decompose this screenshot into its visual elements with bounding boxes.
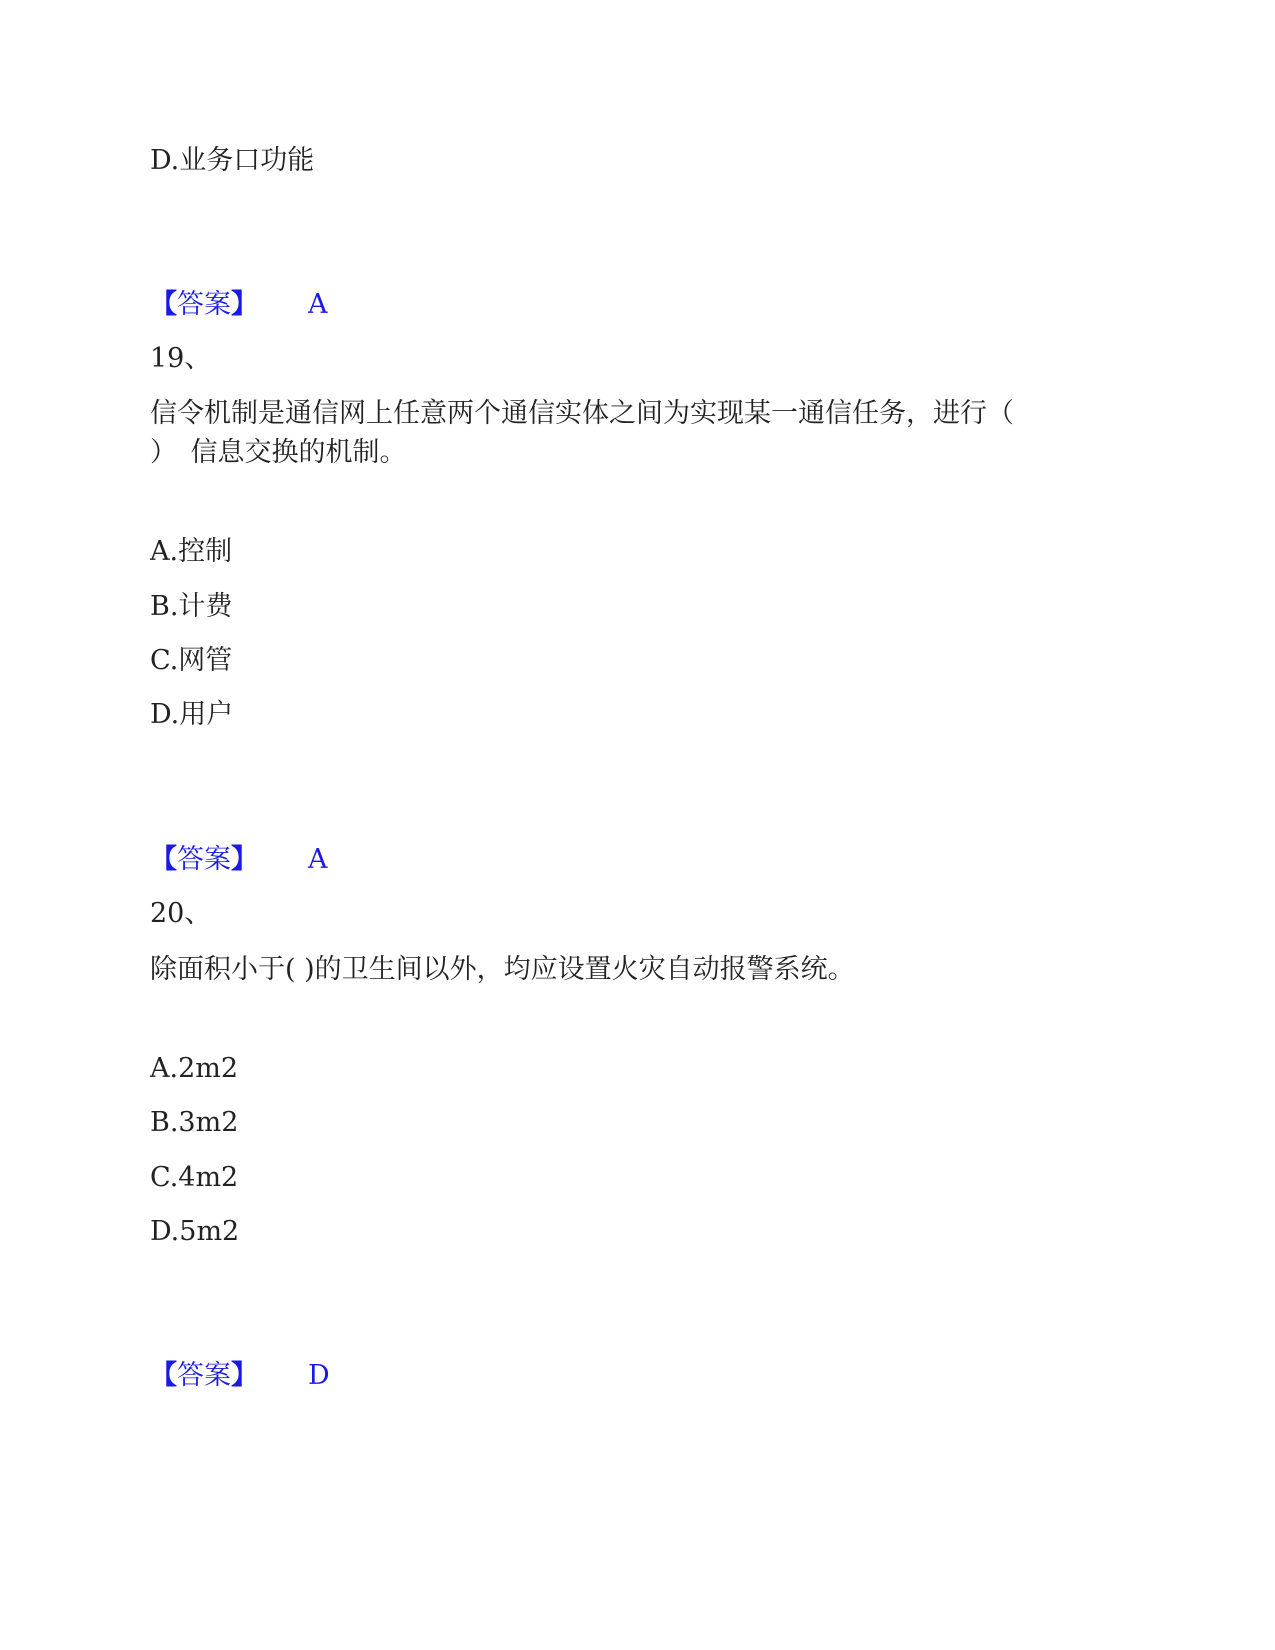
q19-option-b: B.计费	[150, 591, 233, 622]
q20-answer-row	[150, 1361, 510, 1391]
q19-option-c: C.网管	[150, 645, 233, 676]
q19-option-d: D.用户	[150, 699, 234, 730]
answer-close-bracket: 】	[231, 1360, 258, 1391]
q19-stem-line1: 信令机制是通信网上任意两个通信实体之间为实现某一通信任务，进行（	[150, 398, 1014, 429]
q18-answer-value: A	[308, 289, 328, 320]
q20-option-b: B.3m2	[150, 1107, 239, 1138]
q20-option-c: C.4m2	[150, 1162, 239, 1193]
q19-option-a: A.控制	[150, 536, 233, 567]
answer-open-bracket: 【	[150, 289, 177, 320]
q19-answer-value: A	[308, 844, 328, 875]
answer-label: 答案	[177, 844, 231, 875]
answer-close-bracket: 】	[231, 289, 258, 320]
q20-stem: 除面积小于( )的卫生间以外，均应设置火灾自动报警系统。	[150, 954, 855, 985]
q19-answer-row	[150, 845, 510, 875]
q20-option-d: D.5m2	[150, 1216, 240, 1247]
q20-option-a: A.2m2	[150, 1053, 239, 1084]
answer-label: 答案	[177, 1360, 231, 1391]
q20-number: 20、	[150, 898, 212, 929]
answer-close-bracket: 】	[231, 844, 258, 875]
q18-option-d: D.业务口功能	[150, 145, 315, 176]
answer-label: 答案	[177, 289, 231, 320]
q20-answer-value: D	[308, 1360, 330, 1391]
q19-stem-line2: ） 信息交换的机制。	[150, 437, 407, 468]
answer-open-bracket: 【	[150, 844, 177, 875]
q19-number: 19、	[150, 343, 212, 374]
answer-open-bracket: 【	[150, 1360, 177, 1391]
q18-answer-row	[150, 290, 510, 320]
